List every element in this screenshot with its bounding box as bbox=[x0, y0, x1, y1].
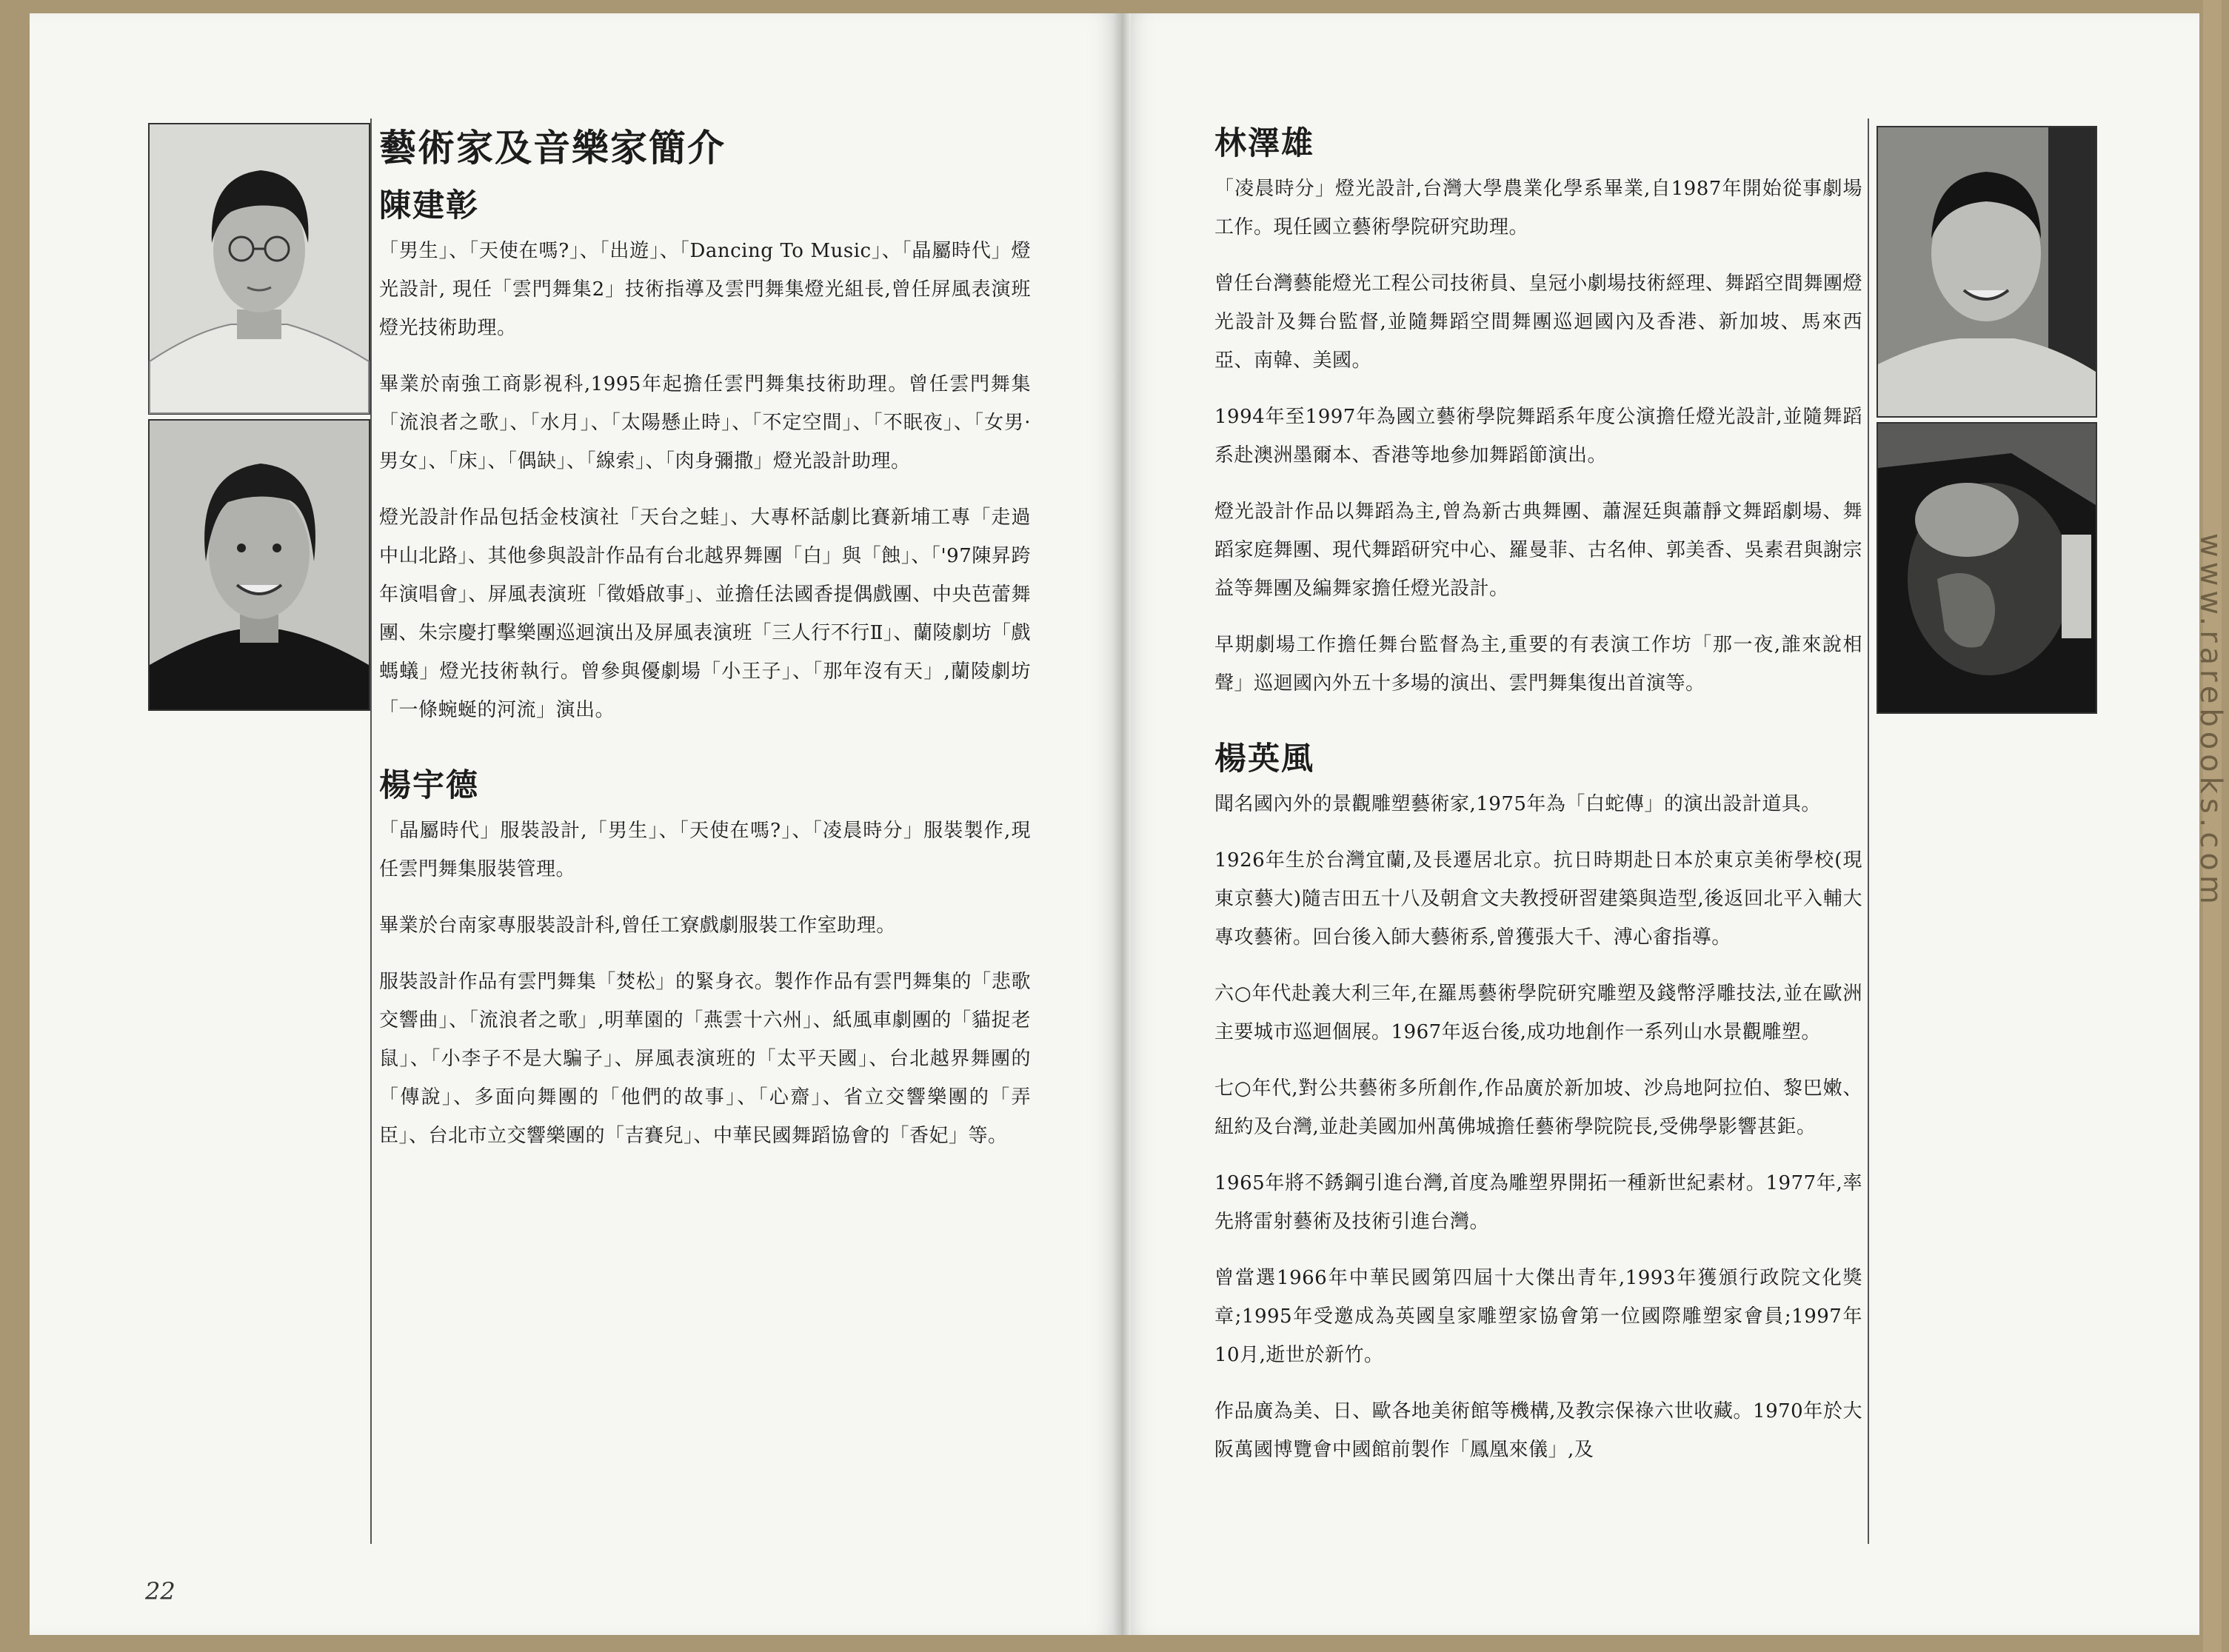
bio-name: 楊宇德 bbox=[379, 767, 479, 804]
bio-paragraph: 1926年生於台灣宜蘭,及長遷居北京。抗日時期赴日本於東京美術學校(現東京藝大)隨吉田五十八及朝倉文夫教授研習建築與造型,後返回北平入輔大專攻藝術。回台後入師大藝術系,曾獲張大千、溥心畬指導。 bbox=[1214, 849, 1862, 949]
bio-name: 陳建彰 bbox=[379, 187, 479, 224]
bio-paragraph: 七○年代,對公共藝術多所創作,作品廣於新加坡、沙烏地阿拉伯、黎巴嫩、紐約及台灣,並赴美國加州萬佛城擔任藝術學院院長,受佛學影響甚鉅。 bbox=[1214, 1077, 1862, 1138]
bio-paragraph: 曾任台灣藝能燈光工程公司技術員、皇冠小劇場技術經理、舞蹈空間舞團燈光設計及舞台監督,並隨舞蹈空間舞團巡迴國內及香港、新加坡、馬來西亞、南韓、美國。 bbox=[1214, 272, 1862, 372]
bio-paragraph: 1965年將不銹鋼引進台灣,首度為雕塑界開拓一種新世紀素材。1977年,率先將雷射藝術及技術引進台灣。 bbox=[1214, 1172, 1862, 1233]
bio-paragraph: 「男生」、「天使在嗎?」、「出遊」、「Dancing To Music」、「晶屬時代」燈光設計, 現任「雲門舞集2」技術指導及雲門舞集燈光組長,曾任屏風表演班燈光技術助理。 bbox=[379, 240, 1031, 339]
bio-name: 林澤雄 bbox=[1214, 125, 1314, 162]
bio-paragraph: 作品廣為美、日、歐各地美術館等機構,及教宗保祿六世收藏。1970年於大阪萬國博覽會中國館前製作「鳳凰來儀」,及 bbox=[1214, 1400, 1862, 1461]
bio-paragraph: 聞名國內外的景觀雕塑藝術家,1975年為「白蛇傳」的演出設計道具。 bbox=[1214, 793, 1821, 815]
bio-lin-zexiong bbox=[1214, 118, 1862, 703]
portrait-chen-jianzhang bbox=[148, 123, 370, 415]
page-heading: 藝術家及音樂家簡介 bbox=[379, 127, 726, 170]
bio-paragraph: 畢業於台南家專服裝設計科,曾任工寮戲劇服裝工作室助理。 bbox=[379, 914, 896, 937]
portrait-image bbox=[150, 124, 369, 413]
bio-paragraph: 燈光設計作品以舞蹈為主,曾為新古典舞團、蕭渥廷與蕭靜文舞蹈劇場、舞蹈家庭舞團、現代舞蹈研究中心、羅曼菲、古名伸、郭美香、吳素君與謝宗益等舞團及編舞家擔任燈光設計。 bbox=[1214, 501, 1862, 600]
right-text-column bbox=[1214, 118, 1862, 1500]
bio-paragraph: 六○年代赴義大利三年,在羅馬藝術學院研究雕塑及錢幣浮雕技法,並在歐洲主要城市巡迴個展。1967年返台後,成功地創作一系列山水景觀雕塑。 bbox=[1214, 983, 1862, 1043]
bio-paragraph: 畢業於南強工商影視科,1995年起擔任雲門舞集技術助理。曾任雲門舞集「流浪者之歌」、「水月」、「太陽懸止時」、「不定空間」、「不眠夜」、「女男·男女」、「床」、「偶缺」、「線索」、「肉身彌撒」燈光設計助理。 bbox=[379, 373, 1031, 472]
portrait-image bbox=[1878, 127, 2096, 416]
book-spine bbox=[1114, 13, 1131, 1635]
bio-paragraph: 早期劇場工作擔任舞台監督為主,重要的有表演工作坊「那一夜,誰來說相聲」巡迴國內外五十多場的演出、雲門舞集復出首演等。 bbox=[1214, 634, 1862, 695]
page-number: 22 bbox=[145, 1577, 176, 1605]
portrait-lin-zexiong bbox=[1877, 126, 2097, 418]
bio-paragraph: 燈光設計作品包括金枝演社「天台之蛙」、大專杯話劇比賽新埔工專「走過中山北路」、其他參與設計作品有台北越界舞團「白」與「蝕」、「'97陳昇跨年演唱會」、屏風表演班「徵婚啟事」、並擔任法國香提偶戲團、中央芭蕾舞團、朱宗慶打擊樂團巡迴演出及屏風表演班「三人行不行Ⅱ」、蘭陵劇坊「戲螞蟻」燈光技術執行。曾參與優劇場「小王子」、「那年沒有天」,蘭陵劇坊「一條蜿蜒的河流」演出。 bbox=[379, 506, 1032, 721]
bio-yang-yude bbox=[379, 760, 1031, 1155]
left-column-divider bbox=[370, 118, 372, 1544]
bio-name: 楊英風 bbox=[1214, 740, 1314, 777]
portrait-yang-yingfeng bbox=[1877, 422, 2097, 714]
portrait-yang-yude bbox=[148, 419, 370, 711]
portrait-image bbox=[1878, 424, 2096, 712]
portrait-image bbox=[150, 421, 369, 709]
bio-paragraph: 「晶屬時代」服裝設計,「男生」、「天使在嗎?」、「凌晨時分」服裝製作,現任雲門舞集服裝管理。 bbox=[379, 820, 1031, 880]
left-text-column bbox=[379, 118, 1031, 1186]
bio-yang-yingfeng bbox=[1214, 734, 1862, 1469]
right-column-divider bbox=[1868, 118, 1869, 1544]
bio-paragraph: 1994年至1997年為國立藝術學院舞蹈系年度公演擔任燈光設計,並隨舞蹈系赴澳洲墨爾本、香港等地參加舞蹈節演出。 bbox=[1214, 406, 1862, 466]
bio-chen-jianzhang bbox=[379, 181, 1031, 729]
bio-paragraph: 「凌晨時分」燈光設計,台灣大學農業化學系畢業,自1987年開始從事劇場工作。現任國立藝術學院研究助理。 bbox=[1214, 178, 1862, 238]
bio-paragraph: 服裝設計作品有雲門舞集「焚松」的緊身衣。製作作品有雲門舞集的「悲歌交響曲」、「流浪者之歌」,明華園的「燕雲十六州」、紙風車劇團的「貓捉老鼠」、「小李子不是大騙子」、屏風表演班的「太平天國」、台北越界舞團的「傳說」、多面向舞團的「他們的故事」、「心齋」、省立交響樂團的「弄臣」、台北市立交響樂團的「吉賽兒」、中華民國舞蹈協會的「香妃」等。 bbox=[379, 971, 1031, 1147]
edge-watermark: www.rarebooks.com bbox=[2193, 533, 2228, 909]
bio-paragraph: 曾當選1966年中華民國第四屆十大傑出青年,1993年獲頒行政院文化獎章;1995年受邀成為英國皇家雕塑家協會第一位國際雕塑家會員;1997年10月,逝世於新竹。 bbox=[1214, 1267, 1862, 1366]
